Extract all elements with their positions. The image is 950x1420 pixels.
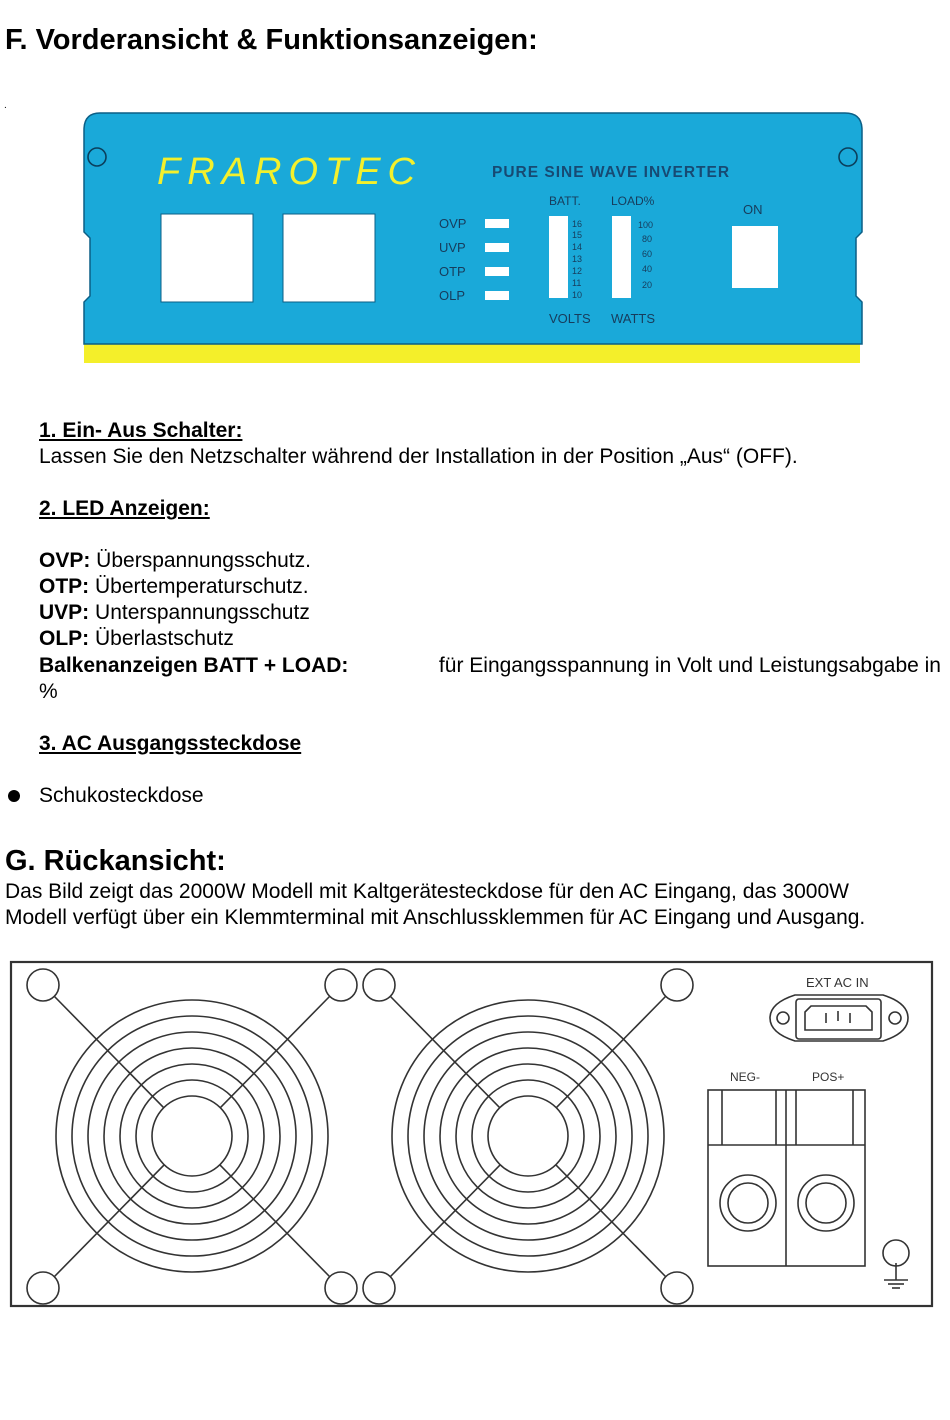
olp-line [39,626,234,652]
fan-right [363,969,693,1304]
ovp-text: Überspannungsschutz. [90,549,311,572]
led-ovp [485,219,509,228]
brand-logo: FRAROTEC [157,151,422,193]
batt-label: BATT. [549,194,581,208]
ground-icon [883,1240,909,1288]
bar-text-continued: % [39,680,58,703]
bullet-text: Schukosteckdose [39,784,204,807]
olp-text: Überlastschutz [89,627,234,650]
uvp-line [39,600,310,626]
uvp-term: UVP: [39,601,90,624]
section-f-title: F. Vorderansicht & Funktionsanzeigen: [5,24,538,56]
power-switch [732,226,778,288]
batt-scale-16: 16 [572,219,583,229]
bullet-dot [8,790,20,802]
uvp-text: Unterspannungsschutz [89,601,310,624]
load-bar [612,216,631,298]
load-scale-60: 60 [642,249,653,259]
switch-label: ON [743,202,763,217]
rear-description-line1: Das Bild zeigt das 2000W Modell mit Kaltgerätesteckdose für den AC Eingang, das 3000W [5,880,849,903]
load-label: LOAD% [611,194,655,208]
rear-description-line2: Modell verfügt über ein Klemmterminal mit Anschlussklemmen für AC Eingang und Ausgang. [5,906,866,929]
otp-text: Übertemperaturschutz. [89,575,309,598]
batt-scale-14: 14 [572,242,583,252]
batt-scale-10: 10 [572,290,583,300]
led-label-ovp: OVP [439,216,467,231]
switch-heading: 1. Ein- Aus Schalter: [39,419,243,442]
led-label-olp: OLP [439,288,466,303]
ac-outlet-left [161,214,253,302]
otp-line [39,574,309,600]
olp-term: OLP: [39,627,90,650]
front-panel-illustration [0,0,950,380]
fan-left [27,969,357,1304]
switch-text: Lassen Sie den Netzschalter während der Installation in der Position „Aus“ (OFF). [39,445,798,468]
led-uvp [485,243,509,252]
dc-terminals [708,1090,865,1266]
volts-label: VOLTS [549,311,591,326]
ovp-line [39,548,311,574]
section-g-title: G. Rückansicht: [5,845,226,877]
batt-scale-11: 11 [572,278,582,288]
ac-outlet-right [283,214,375,302]
led-label-uvp: UVP [439,240,466,255]
bar-term: Balkenanzeigen BATT + LOAD: [39,654,349,677]
led-otp [485,267,509,276]
batt-scale-12: 12 [572,266,583,276]
ac-in-label: EXT AC IN [806,975,869,990]
front-panel-yellow-stripe [84,342,860,363]
load-scale-80: 80 [642,234,653,244]
stray-dot: . [4,100,7,111]
ovp-term: OVP: [39,549,91,572]
led-olp [485,291,509,300]
batt-scale-15: 15 [572,230,583,240]
led-heading: 2. LED Anzeigen: [39,497,210,520]
ac-heading: 3. AC Ausgangssteckdose [39,732,302,755]
ac-inlet [770,995,908,1041]
watts-label: WATTS [611,311,656,326]
bar-text: für Eingangsspannung in Volt und Leistungsabgabe in [433,654,941,677]
pos-label: POS+ [812,1070,845,1084]
batt-bar [549,216,568,298]
load-scale-100: 100 [638,220,654,230]
led-label-otp: OTP [439,264,466,279]
product-label: PURE SINE WAVE INVERTER [492,164,731,181]
batt-scale-13: 13 [572,254,583,264]
load-scale-20: 20 [642,280,653,290]
load-scale-40: 40 [642,264,653,274]
otp-term: OTP: [39,575,90,598]
bar-line [39,653,941,679]
neg-label: NEG- [730,1070,760,1084]
rear-panel-illustration [0,950,950,1320]
